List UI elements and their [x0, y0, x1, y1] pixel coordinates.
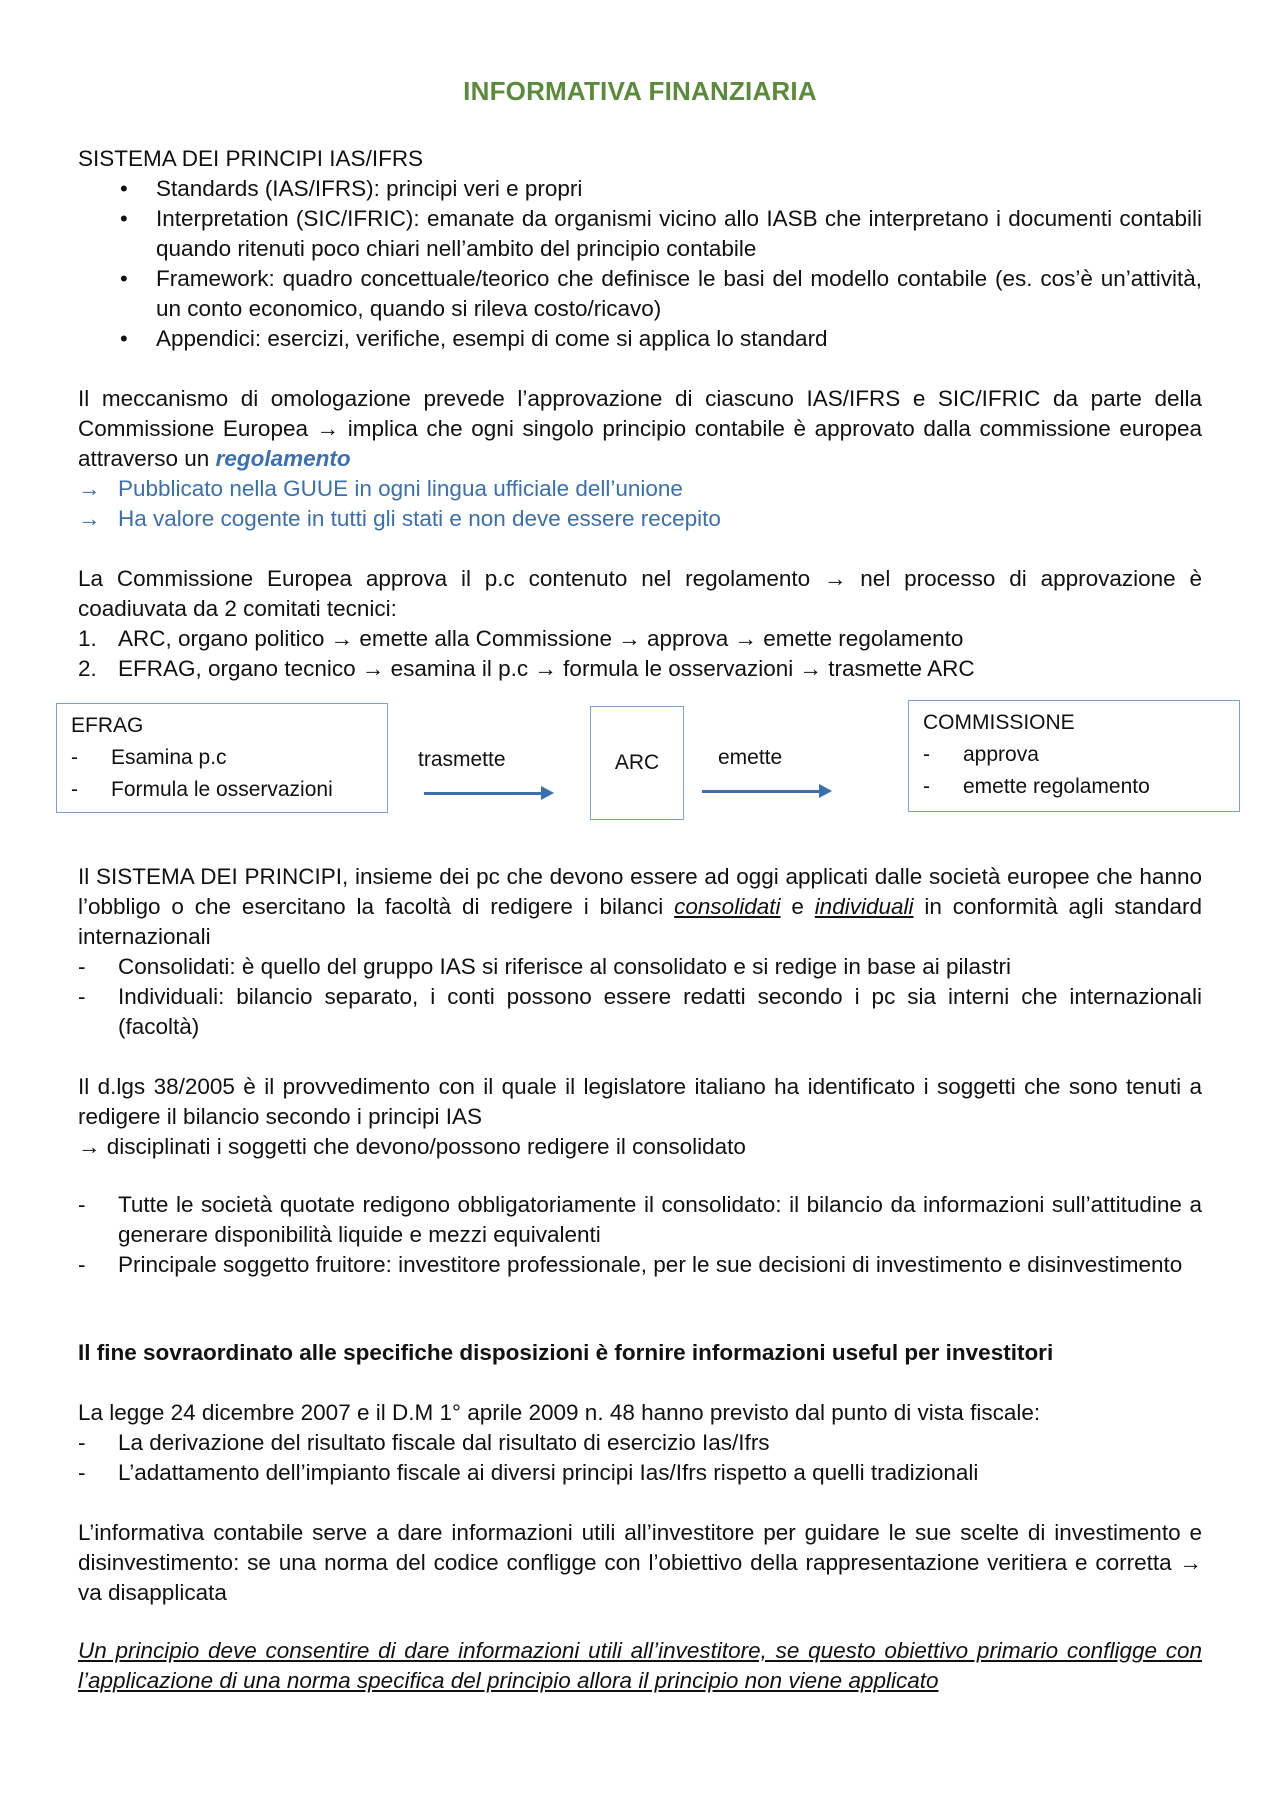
section-ias-ifrs [78, 144, 1202, 354]
commissione-item: - emette regolamento [909, 771, 1239, 803]
paragraph: L’informativa contabile serve a dare informazioni utili all’investitore per guidare le sue scelte di investimento e disinvestimento: se una norma del codice confligge con l’obiettivo della rappresentazione veritiera e corretta → va disapplicata [78, 1520, 1202, 1605]
commissione-box [908, 700, 1240, 812]
arc-box [590, 706, 684, 820]
emphasis-individuali: individuali [814, 894, 914, 919]
arc-label: ARC [614, 751, 660, 774]
paragraph-text: Il SISTEMA DEI PRINCIPI, insieme dei pc che devono essere ad oggi applicati dalle società europee che hanno l’obbligo o che esercitano la facoltà di redigere i bilanci [78, 864, 1202, 919]
list-item: • Standards (IAS/IFRS): principi veri e propri [78, 174, 1202, 204]
section-sistema-principi [78, 862, 1202, 1042]
list-item [78, 654, 1202, 684]
dash-list [78, 1190, 1202, 1280]
numbered-list [78, 624, 1202, 684]
section-commissione [78, 564, 1202, 684]
list-number: 1. [78, 626, 97, 651]
list-item-text: ARC, organo politico → emette alla Commissione → approva → emette regolamento [118, 626, 964, 651]
section-dlgs [78, 1072, 1202, 1162]
list-item-text: EFRAG, organo tecnico → esamina il p.c → formula le osservazioni → trasmette ARC [118, 656, 975, 681]
commissione-item: - approva [909, 739, 1239, 771]
dash-list [78, 1428, 1202, 1488]
bold-statement: Il fine sovraordinato alle specifiche disposizioni è fornire informazioni useful per investitori [78, 1340, 1054, 1365]
efrag-item: - Formula le osservazioni [57, 774, 387, 806]
closing-statement: Un principio deve consentire di dare informazioni utili all’investitore, se questo obiettivo primario confligge con l’applicazione di una norma specifica del principio allora il principio non viene applicato [78, 1638, 1202, 1693]
commissione-title: COMMISSIONE [923, 711, 1075, 734]
efrag-title: EFRAG [71, 714, 144, 737]
list-item: • Interpretation (SIC/IFRIC): emanate da organismi vicino allo IASB che interpretano i documenti contabili quando ritenuti poco chiari nell’ambito del principio contabile [78, 204, 1202, 264]
list-number: 2. [78, 656, 97, 681]
conjunction: e [791, 894, 804, 919]
list-item: - Principale soggetto fruitore: investitore professionale, per le sue decisioni di investimento e disinvestimento [78, 1250, 1202, 1280]
arrow-label-trasmette: trasmette [418, 748, 506, 771]
arrow-line-text: Pubblicato nella GUUE in ogni lingua ufficiale dell’unione [118, 476, 683, 501]
list-item: - Individuali: bilancio separato, i conti possono essere redatti secondo i pc sia interni che internazionali (facoltà) [78, 982, 1202, 1042]
paragraph: La legge 24 dicembre 2007 e il D.M 1° aprile 2009 n. 48 hanno previsto dal punto di vista fiscale: [78, 1400, 1041, 1425]
emphasis-regolamento: regolamento [215, 446, 351, 471]
efrag-box [56, 703, 388, 813]
list-item: • Framework: quadro concettuale/teorico che definisce le basi del modello contabile (es. cos’è un’attività, un conto economico, quando si rileva costo/ricavo) [78, 264, 1202, 324]
document-title: INFORMATIVA FINANZIARIA [463, 76, 817, 106]
dash-list [78, 952, 1202, 1042]
list-item: - Tutte le società quotate redigono obbligatoriamente il consolidato: il bilancio da informazioni sull’attitudine a generare disponibilità liquide e mezzi equivalenti [78, 1190, 1202, 1250]
list-item: - La derivazione del risultato fiscale dal risultato di esercizio Ias/Ifrs [78, 1428, 1202, 1458]
paragraph-text: in conformità agli standard internazionali [78, 894, 1202, 949]
arrow-line [78, 504, 1202, 534]
arrow-right-icon: → [78, 476, 101, 501]
section-omologazione [78, 384, 1202, 534]
section-informativa [78, 1518, 1202, 1608]
arrow-label-emette: emette [718, 746, 783, 769]
arrow-right-icon [424, 792, 542, 795]
bullet-list [78, 174, 1202, 354]
list-item [78, 624, 1202, 654]
arrow-line: → disciplinati i soggetti che devono/possono redigere il consolidato [78, 1134, 746, 1159]
section-heading: SISTEMA DEI PRINCIPI IAS/IFRS [78, 146, 424, 171]
arrow-line [78, 474, 1202, 504]
paragraph: La Commissione Europea approva il p.c contenuto nel regolamento → nel processo di approvazione è coadiuvata da 2 comitati tecnici: [78, 566, 1202, 621]
list-item: • Appendici: esercizi, verifiche, esempi di come si applica lo standard [78, 324, 1202, 354]
paragraph: Il d.lgs 38/2005 è il provvedimento con il quale il legislatore italiano ha identificato i soggetti che sono tenuti a redigere il bilancio secondo i principi IAS [78, 1074, 1202, 1129]
paragraph-text: Il meccanismo di omologazione prevede l’approvazione di ciascuno IAS/IFRS e SIC/IFRIC da parte della Commissione Europea → implica che ogni singolo principio contabile è approvato dalla commissione europea attraverso un [78, 386, 1202, 471]
list-item: - Consolidati: è quello del gruppo IAS si riferisce al consolidato e si redige in base ai pilastri [78, 952, 1202, 982]
emphasis-consolidati: consolidati [674, 894, 781, 919]
list-item: - L’adattamento dell’impianto fiscale ai diversi principi Ias/Ifrs rispetto a quelli tradizionali [78, 1458, 1202, 1488]
efrag-item: - Esamina p.c [57, 742, 387, 774]
paragraph [78, 862, 1202, 952]
paragraph [78, 384, 1202, 474]
arrow-right-icon: → [78, 506, 101, 531]
section-legge [78, 1398, 1202, 1488]
section-quotate [78, 1190, 1202, 1280]
arrow-line-text: Ha valore cogente in tutti gli stati e non deve essere recepito [118, 506, 721, 531]
arrow-right-icon [702, 790, 820, 793]
